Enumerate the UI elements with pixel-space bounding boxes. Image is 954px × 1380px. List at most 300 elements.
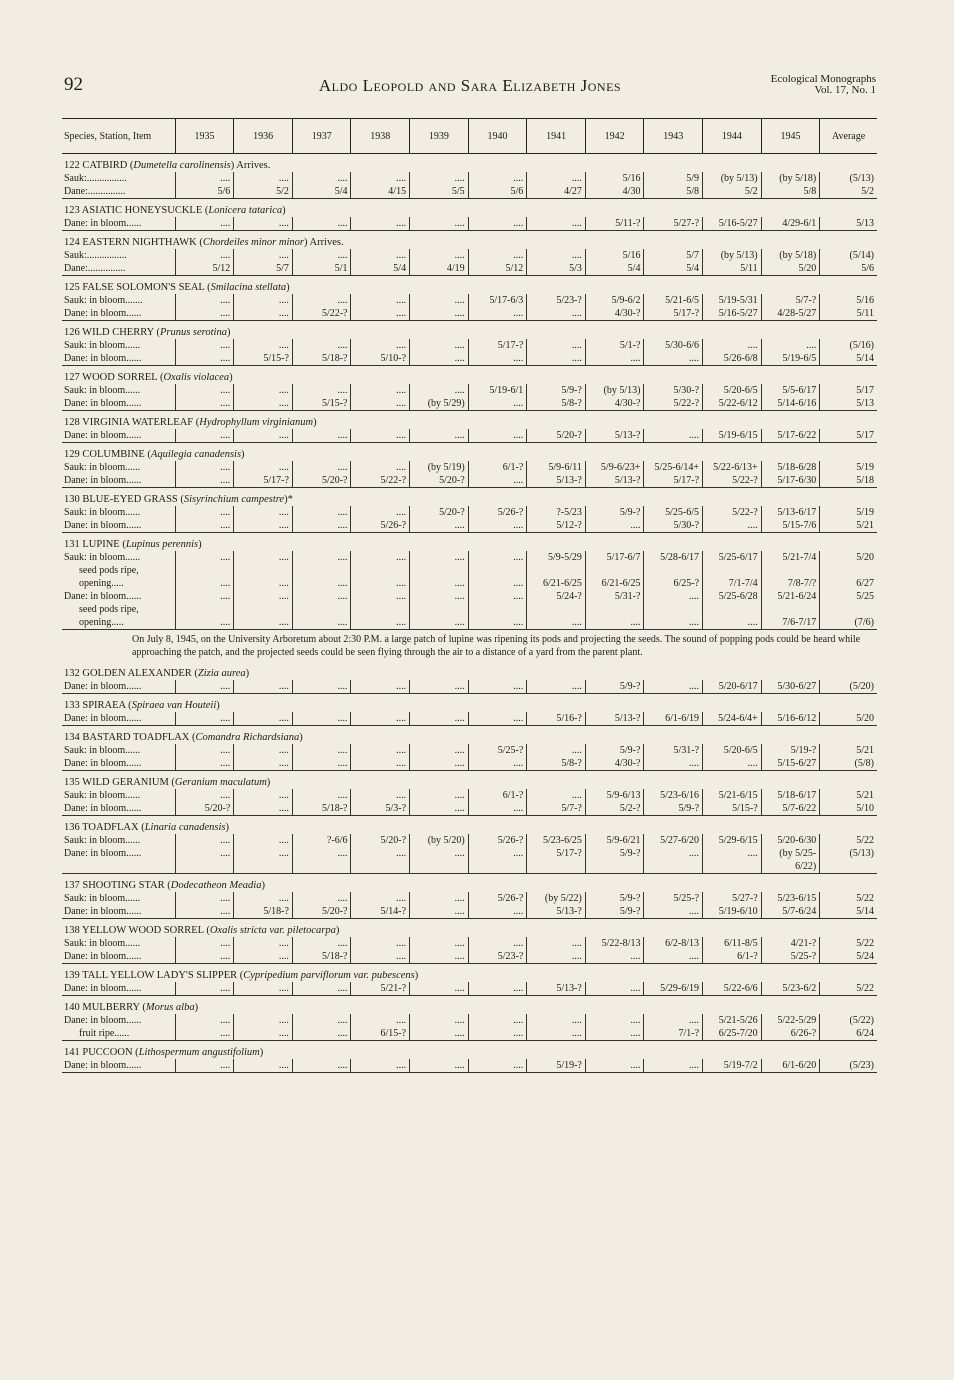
- table-cell: 5/2: [234, 185, 293, 199]
- column-header-1935: 1935: [175, 119, 234, 154]
- table-cell: ....: [527, 339, 586, 352]
- table-row: [62, 590, 877, 603]
- table-cell: [175, 603, 234, 616]
- table-cell: [820, 860, 877, 874]
- table-cell: ....: [175, 892, 234, 905]
- table-cell: ....: [527, 950, 586, 964]
- species-name: 128 VIRGINIA WATERLEAF (: [64, 417, 200, 428]
- table-cell: ....: [410, 757, 469, 771]
- page-number: 92: [64, 74, 83, 95]
- table-cell: ....: [468, 1027, 527, 1041]
- section-heading-row: [62, 919, 877, 938]
- section-suffix: ): [194, 1002, 199, 1013]
- table-cell: ....: [410, 590, 469, 603]
- table-cell: ....: [410, 384, 469, 397]
- scientific-name: Spiraea van Houteii: [131, 700, 217, 711]
- table-cell: ....: [351, 249, 410, 262]
- table-cell: ....: [234, 616, 293, 630]
- table-cell: 5/9-6/2: [585, 294, 644, 307]
- table-cell: 5/13: [820, 397, 877, 411]
- row-label: Sauk: in bloom......: [64, 507, 141, 518]
- table-cell: ....: [175, 590, 234, 603]
- table-row: [62, 307, 877, 321]
- table-cell: ....: [410, 352, 469, 366]
- table-cell: ....: [468, 397, 527, 411]
- table-cell: 5/13: [820, 217, 877, 231]
- table-cell: 5/23-?: [468, 950, 527, 964]
- section-heading: [62, 231, 877, 250]
- table-cell: ....: [234, 577, 293, 590]
- table-cell: 5/15-?: [292, 397, 351, 411]
- table-cell: 5/7-?: [527, 802, 586, 816]
- table-cell: 5/23-6/16: [644, 789, 703, 802]
- table-cell: 5/11: [820, 307, 877, 321]
- table-cell: ....: [410, 892, 469, 905]
- column-header-1944: 1944: [703, 119, 762, 154]
- species-name: 135 WILD GERANIUM (: [64, 777, 175, 788]
- table-cell: [468, 603, 527, 616]
- table-cell: ....: [703, 339, 762, 352]
- table-cell: ....: [234, 834, 293, 847]
- species-name: 138 YELLOW WOOD SORREL (: [64, 925, 210, 936]
- table-cell: ....: [410, 519, 469, 533]
- species-name: 139 TALL YELLOW LADY'S SLIPPER (: [64, 970, 244, 981]
- table-cell: ....: [585, 616, 644, 630]
- table-cell: 4/27: [527, 185, 586, 199]
- table-cell: 5/7-6/24: [761, 905, 820, 919]
- table-row: [62, 744, 877, 757]
- table-cell: 5/20-6/17: [703, 680, 762, 694]
- table-cell: ....: [292, 461, 351, 474]
- table-cell: ....: [468, 712, 527, 726]
- section-suffix: ): [313, 417, 317, 428]
- section-heading-row: [62, 816, 877, 835]
- row-label: Dane: in bloom......: [62, 757, 175, 771]
- row-label: Sauk:................: [64, 250, 127, 261]
- table-cell: ....: [234, 847, 293, 860]
- table-row: [62, 172, 877, 185]
- table-cell: ....: [175, 352, 234, 366]
- table-cell: ....: [175, 551, 234, 564]
- row-label: seed pods ripe,: [64, 565, 139, 576]
- table-cell: 5/17-?: [234, 474, 293, 488]
- table-cell: 5/17-?: [644, 474, 703, 488]
- table-cell: ....: [351, 1059, 410, 1073]
- scientific-name: Dumetella carolinensis: [133, 160, 231, 171]
- table-cell: ....: [703, 519, 762, 533]
- section-heading-row: [62, 276, 877, 295]
- table-cell: 5/9-6/11: [527, 461, 586, 474]
- table-cell: 5/16-5/27: [703, 307, 762, 321]
- table-cell: (5/13): [820, 172, 877, 185]
- table-cell: 6/1-6/20: [761, 1059, 820, 1073]
- table-cell: (5/14): [820, 249, 877, 262]
- section-heading: [62, 771, 877, 790]
- scientific-name: Oxalis violacea: [163, 372, 230, 383]
- table-cell: 6/1-?: [703, 950, 762, 964]
- table-cell: ....: [175, 339, 234, 352]
- table-cell: 5/15-7/6: [761, 519, 820, 533]
- scientific-name: Hydrophyllum virginianum: [199, 417, 314, 428]
- table-cell: 5/27-?: [644, 217, 703, 231]
- row-label: Sauk: in bloom......: [64, 938, 141, 949]
- table-cell: ....: [644, 680, 703, 694]
- scientific-name: Cypripedium parviflorum var. pubescens: [243, 970, 415, 981]
- table-cell: ....: [234, 429, 293, 443]
- table-cell: ....: [644, 429, 703, 443]
- table-cell: ....: [292, 982, 351, 996]
- table-cell: ....: [468, 590, 527, 603]
- table-cell: 5/20-?: [527, 429, 586, 443]
- row-label: Dane: in bloom......: [62, 474, 175, 488]
- column-header-1941: 1941: [527, 119, 586, 154]
- table-cell: 5/21-5/26: [703, 1014, 762, 1027]
- table-cell: ....: [292, 551, 351, 564]
- table-cell: ....: [175, 217, 234, 231]
- table-cell: [292, 860, 351, 874]
- table-cell: ....: [175, 834, 234, 847]
- table-cell: 5/7-6/22: [761, 802, 820, 816]
- table-cell: ....: [292, 712, 351, 726]
- table-cell: 5/19-6/10: [703, 905, 762, 919]
- section-suffix: ): [226, 327, 231, 338]
- section-suffix: ): [225, 822, 229, 833]
- table-cell: 5/30-6/27: [761, 680, 820, 694]
- table-cell: ....: [585, 950, 644, 964]
- table-cell: ....: [761, 339, 820, 352]
- table-cell: 5/14: [820, 905, 877, 919]
- table-cell: 5/26-?: [468, 834, 527, 847]
- table-cell: 6/2-8/13: [644, 937, 703, 950]
- table-cell: 5/9-?: [585, 744, 644, 757]
- section-heading: [62, 533, 877, 552]
- table-row: [62, 789, 877, 802]
- table-cell: 5/13-6/17: [761, 506, 820, 519]
- table-cell: 5/21: [820, 744, 877, 757]
- table-cell: ....: [234, 217, 293, 231]
- table-cell: 5/24-?: [527, 590, 586, 603]
- table-cell: ....: [234, 307, 293, 321]
- table-cell: ....: [234, 802, 293, 816]
- table-row: [62, 712, 877, 726]
- table-cell: ....: [175, 249, 234, 262]
- table-cell: 5/23-?: [527, 294, 586, 307]
- table-cell: ....: [234, 384, 293, 397]
- scientific-name: Lupinus perennis: [125, 539, 199, 550]
- table-cell: ....: [175, 519, 234, 533]
- table-cell: ....: [234, 590, 293, 603]
- species-name: 123 ASIATIC HONEYSUCKLE (: [64, 205, 209, 216]
- table-row: [62, 249, 877, 262]
- species-name: 125 FALSE SOLOMON'S SEAL (: [64, 282, 211, 293]
- table-cell: 5/22: [820, 937, 877, 950]
- section-heading-row: [62, 488, 877, 507]
- table-cell: 5/13-?: [527, 982, 586, 996]
- section-heading-row: [62, 662, 877, 680]
- table-cell: ....: [468, 616, 527, 630]
- section-heading: [62, 874, 877, 893]
- species-name: 137 SHOOTING STAR (: [64, 880, 171, 891]
- table-cell: ....: [468, 1014, 527, 1027]
- table-cell: 5/16-6/12: [761, 712, 820, 726]
- table-cell: 5/22-?: [703, 506, 762, 519]
- table-cell: ....: [644, 590, 703, 603]
- table-cell: ....: [175, 1059, 234, 1073]
- table-cell: ....: [410, 789, 469, 802]
- table-cell: ....: [292, 1014, 351, 1027]
- table-cell: ....: [410, 294, 469, 307]
- table-cell: 5/25-?: [761, 950, 820, 964]
- table-cell: ....: [292, 892, 351, 905]
- table-cell: ....: [410, 847, 469, 860]
- table-cell: ....: [644, 352, 703, 366]
- table-cell: 5/22: [820, 834, 877, 847]
- section-suffix: ): [261, 880, 265, 891]
- table-cell: 5/19-6/15: [703, 429, 762, 443]
- row-label: Dane: in bloom......: [62, 982, 175, 996]
- row-label: Sauk: in bloom......: [64, 385, 141, 396]
- table-cell: 5/23-6/2: [761, 982, 820, 996]
- table-cell: ....: [234, 680, 293, 694]
- table-cell: (by 5/25-: [761, 847, 820, 860]
- table-cell: ....: [175, 757, 234, 771]
- section-heading-row: [62, 411, 877, 430]
- table-cell: ....: [644, 1014, 703, 1027]
- table-cell: [292, 564, 351, 577]
- table-cell: ....: [527, 307, 586, 321]
- table-cell: 5/9-?: [585, 905, 644, 919]
- table-cell: ....: [468, 577, 527, 590]
- scientific-name: Chordeiles minor minor: [202, 237, 304, 248]
- table-cell: 5/20-?: [292, 905, 351, 919]
- table-row: [62, 680, 877, 694]
- section-suffix: ): [286, 282, 290, 293]
- section-heading-row: [62, 1041, 877, 1060]
- table-cell: 5/7: [234, 262, 293, 276]
- table-cell: ....: [234, 1014, 293, 1027]
- table-cell: [644, 860, 703, 874]
- table-cell: ....: [410, 1059, 469, 1073]
- table-cell: ....: [175, 950, 234, 964]
- section-suffix: ): [216, 700, 220, 711]
- table-cell: ....: [468, 551, 527, 564]
- column-header-1943: 1943: [644, 119, 703, 154]
- table-cell: 5/16-5/27: [703, 217, 762, 231]
- table-cell: ....: [175, 384, 234, 397]
- table-row: [62, 506, 877, 519]
- table-cell: 5/5-6/17: [761, 384, 820, 397]
- table-cell: 5/6: [820, 262, 877, 276]
- section-heading: [62, 154, 877, 173]
- table-cell: 5/24: [820, 950, 877, 964]
- table-row: [62, 339, 877, 352]
- table-cell: 5/17-6/3: [468, 294, 527, 307]
- table-cell: 5/30-?: [644, 519, 703, 533]
- table-cell: ....: [351, 744, 410, 757]
- table-cell: ....: [468, 249, 527, 262]
- section-heading: [62, 694, 877, 713]
- table-cell: ....: [410, 950, 469, 964]
- table-cell: ....: [585, 1059, 644, 1073]
- table-cell: ....: [410, 982, 469, 996]
- section-suffix: ): [414, 970, 419, 981]
- table-cell: ....: [351, 461, 410, 474]
- table-cell: [351, 564, 410, 577]
- table-row: [62, 757, 877, 771]
- species-name: 131 LUPINE (: [64, 539, 126, 550]
- table-cell: ....: [292, 680, 351, 694]
- table-row: [62, 834, 877, 847]
- table-cell: ....: [351, 506, 410, 519]
- table-cell: ....: [292, 384, 351, 397]
- species-name: 133 SPIRAEA (: [64, 700, 132, 711]
- table-cell: ....: [351, 577, 410, 590]
- scientific-name: Smilacina stellata: [210, 282, 287, 293]
- species-name: 140 MULBERRY (: [64, 1002, 146, 1013]
- table-cell: (by 5/29): [410, 397, 469, 411]
- table-cell: 5/22-?: [292, 307, 351, 321]
- table-cell: ....: [351, 950, 410, 964]
- section-heading: [62, 816, 877, 835]
- species-name: 130 BLUE-EYED GRASS (: [64, 494, 184, 505]
- table-cell: ....: [410, 249, 469, 262]
- table-cell: ....: [292, 339, 351, 352]
- table-cell: ?-5/23: [527, 506, 586, 519]
- table-cell: 5/29-6/19: [644, 982, 703, 996]
- table-cell: ....: [175, 294, 234, 307]
- table-cell: ?-6/6: [292, 834, 351, 847]
- scientific-name: Sisyrinchium campestre: [183, 494, 285, 505]
- table-cell: ....: [410, 217, 469, 231]
- table-cell: 5/5: [410, 185, 469, 199]
- table-cell: ....: [175, 474, 234, 488]
- table-cell: 5/14: [820, 352, 877, 366]
- table-cell: 6/26-?: [761, 1027, 820, 1041]
- row-label: opening.....: [64, 578, 124, 589]
- table-cell: 4/28-5/27: [761, 307, 820, 321]
- table-cell: 5/9-5/29: [527, 551, 586, 564]
- species-name: 124 EASTERN NIGHTHAWK (: [64, 237, 203, 248]
- table-cell: ....: [351, 397, 410, 411]
- table-cell: [292, 603, 351, 616]
- table-cell: [761, 603, 820, 616]
- table-cell: ....: [410, 307, 469, 321]
- table-cell: 5/12: [175, 262, 234, 276]
- table-row: [62, 429, 877, 443]
- section-heading: [62, 726, 877, 745]
- table-cell: [351, 603, 410, 616]
- table-cell: ....: [527, 1027, 586, 1041]
- table-cell: 5/18-?: [234, 905, 293, 919]
- table-cell: ....: [351, 172, 410, 185]
- row-label: Dane: in bloom......: [62, 802, 175, 816]
- table-cell: [761, 564, 820, 577]
- table-cell: ....: [585, 982, 644, 996]
- row-label: Dane: in bloom......: [64, 848, 142, 859]
- table-row: [62, 603, 877, 616]
- section-heading: [62, 321, 877, 340]
- table-cell: ....: [468, 429, 527, 443]
- table-row: [62, 950, 877, 964]
- table-cell: 5/18-?: [292, 352, 351, 366]
- table-cell: ....: [175, 905, 234, 919]
- section-heading-row: [62, 154, 877, 173]
- table-cell: 5/27-?: [703, 892, 762, 905]
- table-cell: ....: [292, 757, 351, 771]
- row-label: Dane: in bloom......: [62, 352, 175, 366]
- table-cell: ....: [234, 249, 293, 262]
- table-row: [62, 217, 877, 231]
- table-row: [62, 860, 877, 874]
- table-cell: 5/26-?: [468, 506, 527, 519]
- table-cell: 5/17-?: [468, 339, 527, 352]
- table-cell: 4/29-6/1: [761, 217, 820, 231]
- table-cell: ....: [410, 429, 469, 443]
- table-cell: ....: [175, 1014, 234, 1027]
- table-cell: 5/30-?: [644, 384, 703, 397]
- scientific-name: Linaria canadensis: [144, 822, 226, 833]
- table-cell: 5/13-?: [527, 474, 586, 488]
- row-label: Sauk: in bloom......: [64, 835, 141, 846]
- scientific-name: Aquilegia canadensis: [150, 449, 242, 460]
- section-heading-row: [62, 321, 877, 340]
- table-body: [62, 154, 877, 1073]
- table-cell: ....: [351, 847, 410, 860]
- table-cell: ....: [234, 172, 293, 185]
- table-cell: 5/20-?: [410, 474, 469, 488]
- column-header-1936: 1936: [234, 119, 293, 154]
- table-cell: ....: [527, 616, 586, 630]
- table-cell: [585, 603, 644, 616]
- section-suffix: ) Arrives.: [303, 237, 344, 248]
- table-cell: 5/20-?: [351, 834, 410, 847]
- section-heading-row: [62, 874, 877, 893]
- table-cell: ....: [292, 616, 351, 630]
- table-cell: 5/19-7/2: [703, 1059, 762, 1073]
- table-cell: 5/31-?: [644, 744, 703, 757]
- table-cell: 5/17: [820, 384, 877, 397]
- table-cell: 5/3: [527, 262, 586, 276]
- table-cell: 5/19: [820, 461, 877, 474]
- table-cell: ....: [351, 307, 410, 321]
- table-cell: ....: [175, 577, 234, 590]
- table-cell: ....: [527, 352, 586, 366]
- table-cell: 6/1-?: [468, 461, 527, 474]
- table-cell: 5/19-5/31: [703, 294, 762, 307]
- section-heading-row: [62, 231, 877, 250]
- table-cell: ....: [468, 217, 527, 231]
- table-cell: 5/18-?: [292, 950, 351, 964]
- row-label: Sauk: in bloom......: [64, 462, 141, 473]
- table-cell: 5/4: [585, 262, 644, 276]
- table-cell: ....: [468, 307, 527, 321]
- table-cell: 5/7-?: [761, 294, 820, 307]
- table-row: [62, 577, 877, 590]
- table-cell: 5/23-6/25: [527, 834, 586, 847]
- table-cell: ....: [292, 249, 351, 262]
- table-row: [62, 937, 877, 950]
- table-cell: ....: [468, 847, 527, 860]
- section-heading: [62, 919, 877, 938]
- table-cell: 5/17: [820, 429, 877, 443]
- table-cell: 4/30-?: [585, 757, 644, 771]
- table-cell: 5/21-6/5: [644, 294, 703, 307]
- table-cell: 5/13-?: [527, 905, 586, 919]
- table-cell: ....: [234, 1059, 293, 1073]
- table-cell: ....: [351, 294, 410, 307]
- row-label: Sauk: in bloom......: [64, 790, 141, 801]
- table-cell: ....: [410, 616, 469, 630]
